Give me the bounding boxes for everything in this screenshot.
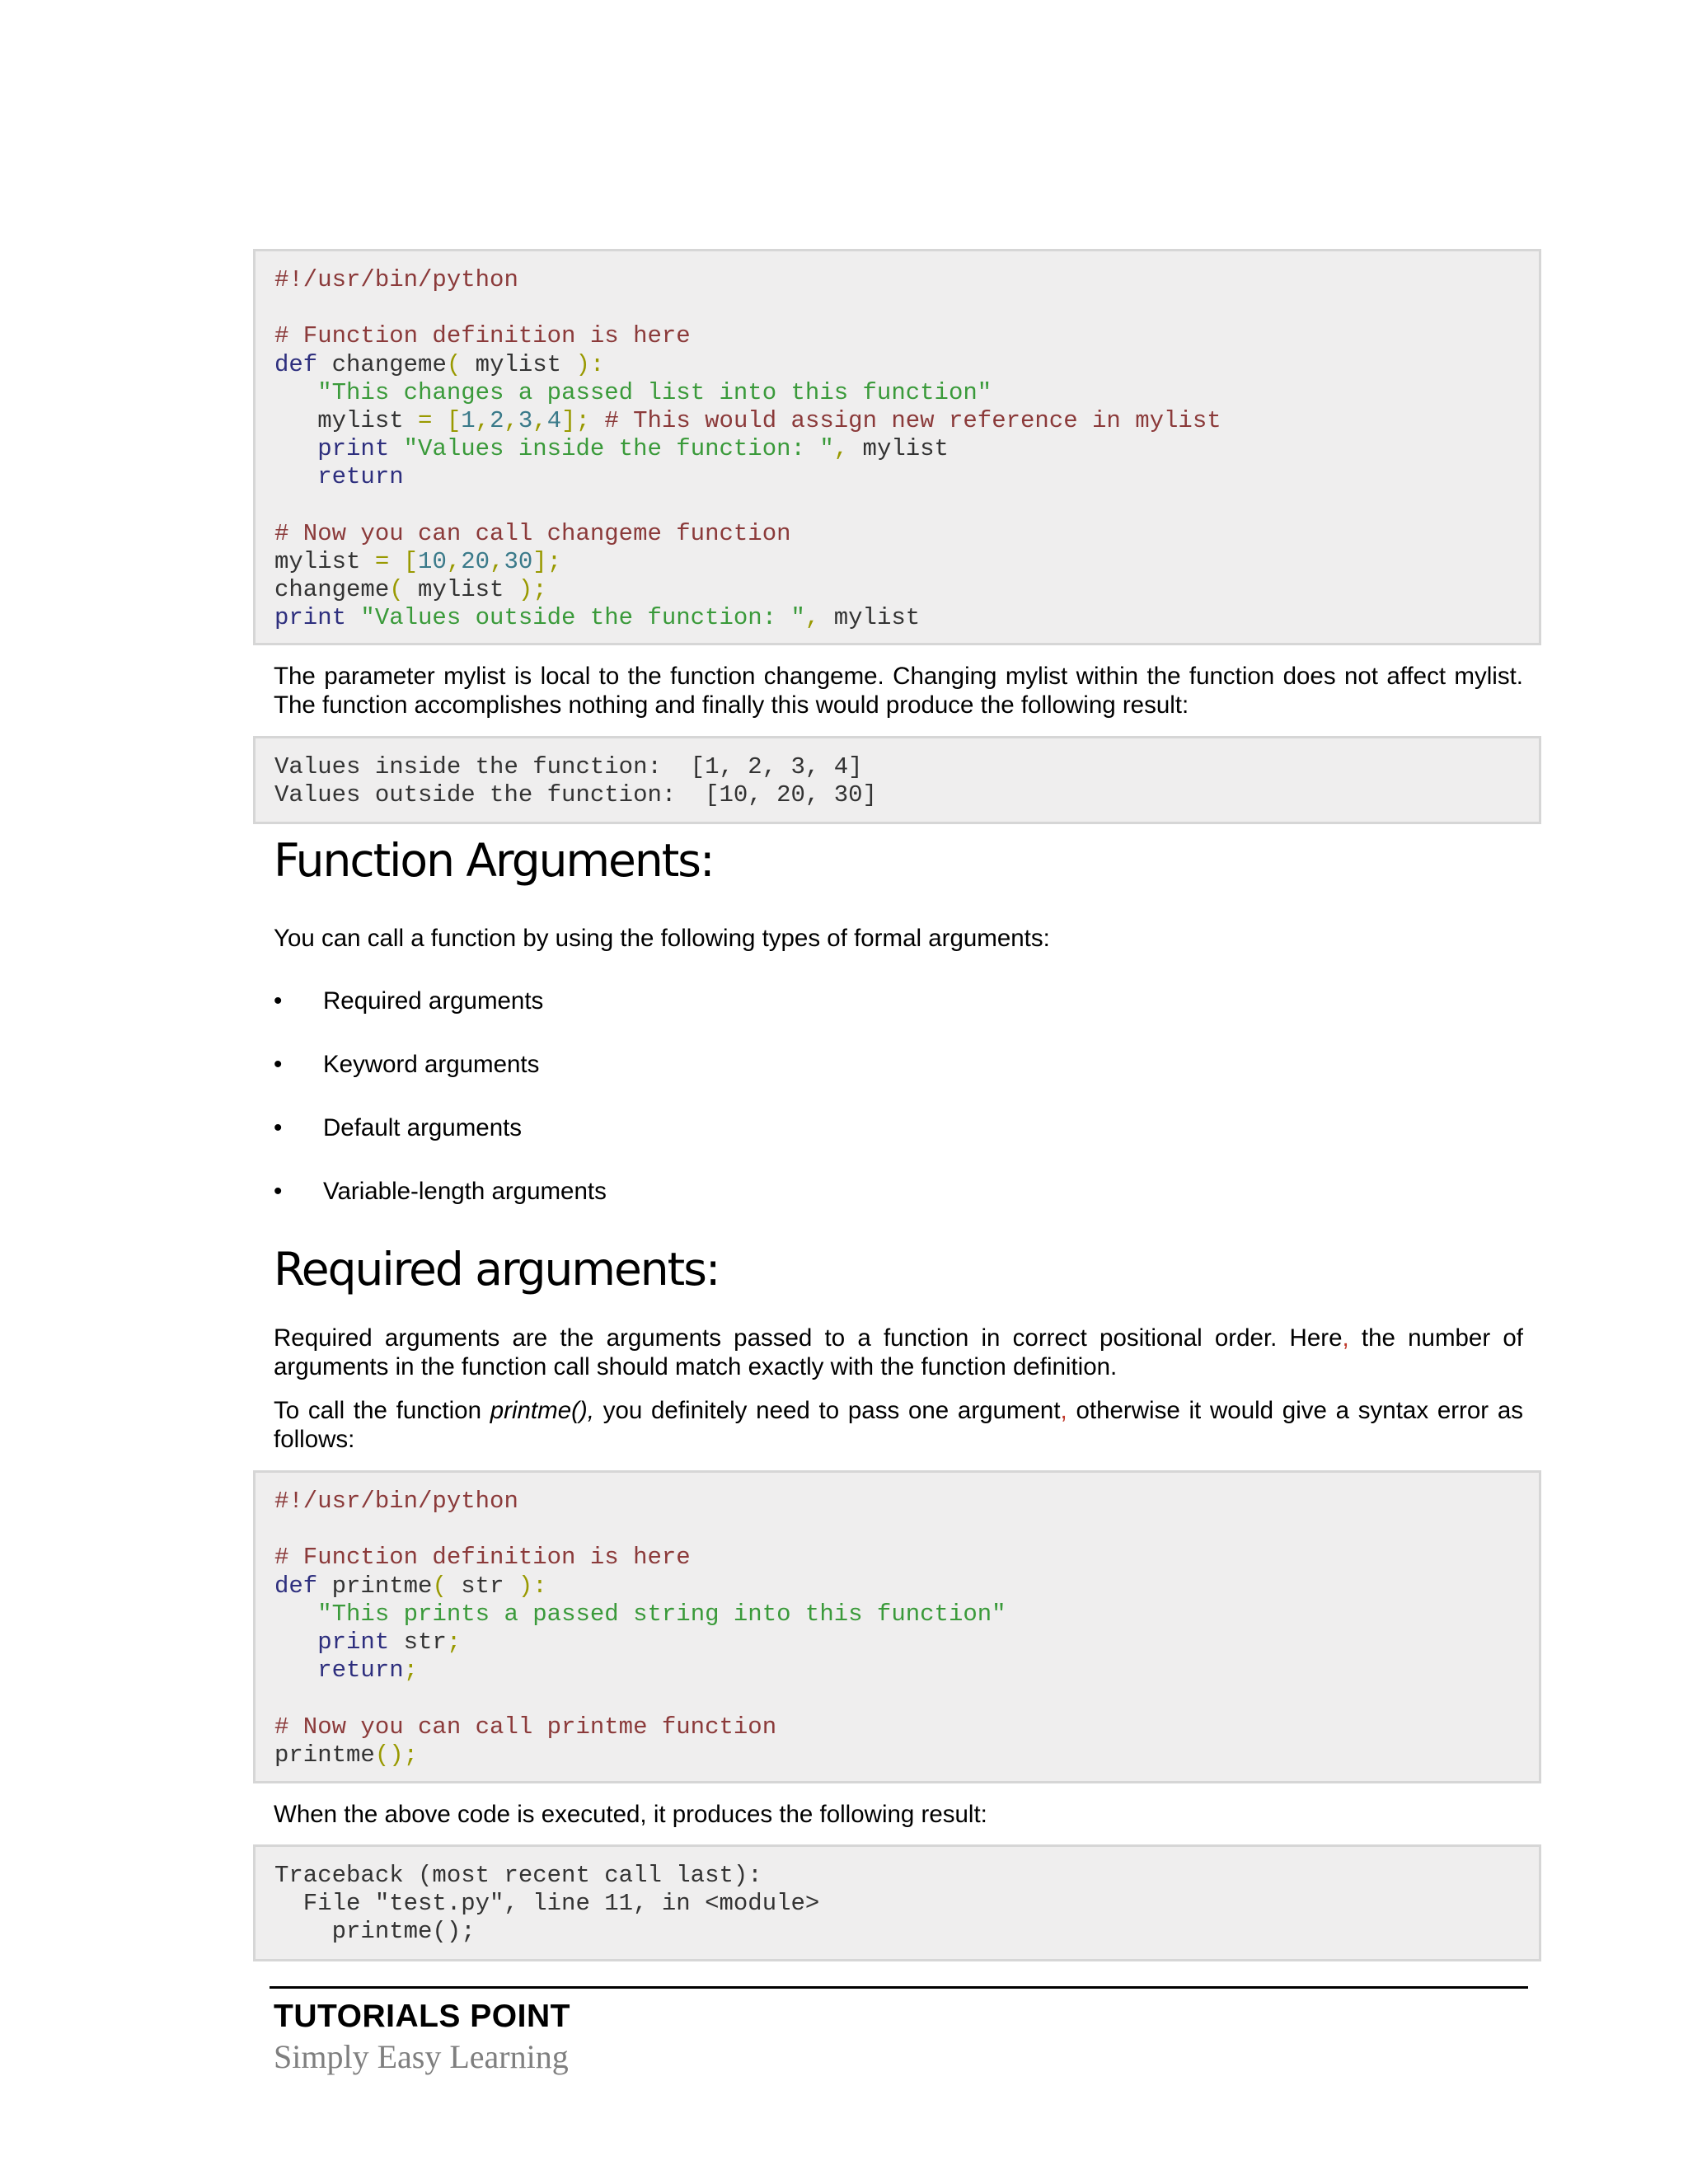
code-line <box>274 1544 1539 1572</box>
code-token: 2 <box>490 406 504 434</box>
code-token: mylist <box>274 406 419 434</box>
code-token: , <box>490 547 504 575</box>
code-token: = <box>418 406 433 434</box>
code-token <box>432 407 446 434</box>
code-line <box>274 294 1539 322</box>
code-token: "Values inside the function: " <box>403 435 834 463</box>
code-token: ): <box>518 1572 547 1600</box>
code-token <box>274 1601 317 1628</box>
code-line <box>274 407 1539 435</box>
code-token <box>274 435 317 462</box>
paragraph-text: Required arguments are the arguments passed to a function in correct positional order. Here <box>274 1324 1343 1352</box>
bullet-marker: • <box>274 987 283 1015</box>
code-token: , <box>833 435 849 463</box>
code-token: #!/usr/bin/python <box>274 266 518 293</box>
list-item <box>274 1114 522 1142</box>
code-token: printme <box>317 1572 433 1600</box>
code-token <box>274 463 317 490</box>
code-token: ; <box>446 1628 462 1656</box>
code-token: File "test.py", line 11, in <module> <box>274 1890 820 1918</box>
code-token <box>274 379 317 406</box>
code-token: = <box>374 547 390 575</box>
footer-divider <box>270 1986 1528 1989</box>
paragraph-mylist-local: The parameter mylist is local to the function changeme. Changing mylist within the function does not affect mylist. The function accomplishes nothing and finally this would produce the following result: <box>274 663 1523 719</box>
code-token <box>346 604 360 631</box>
code-token: # Function definition is here <box>274 1544 691 1572</box>
heading-required-arguments: Required arguments: <box>274 1243 720 1296</box>
code-token: str <box>389 1628 447 1656</box>
bullet-marker: • <box>274 1178 283 1205</box>
code-token: return <box>317 463 404 491</box>
footer-brand: TUTORIALS POINT <box>274 1999 570 2034</box>
list-item <box>274 987 543 1015</box>
code-token: print <box>317 1628 390 1656</box>
code-token: changeme <box>317 350 447 378</box>
highlighted-comma: , <box>1060 1397 1067 1424</box>
code-token: Values outside the function: [10, 20, 30] <box>274 781 877 809</box>
code-token <box>590 407 604 434</box>
code-line <box>274 520 1539 548</box>
code-token: 30 <box>504 547 533 575</box>
code-token: ); <box>518 576 547 604</box>
code-token: mylist <box>403 576 518 604</box>
code-line <box>274 1862 1539 1890</box>
code-token: print <box>274 604 347 632</box>
code-token: mylist <box>819 604 921 632</box>
code-token: def <box>274 350 318 378</box>
code-token: printme <box>274 1741 375 1769</box>
code-line <box>274 379 1539 407</box>
code-token: , <box>532 406 547 434</box>
code-token: def <box>274 1572 318 1600</box>
code-line <box>274 322 1539 350</box>
footer-tagline: Simply Easy Learning <box>274 2038 569 2075</box>
code-token: Traceback (most recent call last): <box>274 1862 762 1889</box>
list-item-text: Default arguments <box>323 1114 523 1141</box>
output-block-traceback <box>253 1844 1541 1961</box>
code-token <box>274 1657 317 1684</box>
paragraph-text: the number of arguments in the function call should match exactly with the function definition. <box>274 1324 1523 1380</box>
code-line <box>274 1918 1539 1946</box>
code-token: # This would assign new reference in mylist <box>604 406 1221 434</box>
output-block-changeme <box>253 736 1541 824</box>
paragraph-printme-call <box>274 1397 1523 1454</box>
code-line <box>274 1572 1539 1601</box>
code-line <box>274 1629 1539 1657</box>
code-token: "This prints a passed string into this function" <box>317 1600 1006 1628</box>
paragraph-argument-types-intro: You can call a function by using the following types of formal arguments: <box>274 925 1050 952</box>
code-token: 4 <box>546 406 562 434</box>
paragraph-required-arguments <box>274 1324 1523 1381</box>
list-item-text: Keyword arguments <box>323 1051 540 1078</box>
code-token: , <box>804 604 820 632</box>
paragraph-text: otherwise it would give a syntax error as follows: <box>274 1397 1523 1453</box>
code-line <box>274 1741 1539 1769</box>
code-token: 1 <box>461 406 476 434</box>
code-token: printme(); <box>274 1918 476 1946</box>
code-token: changeme <box>274 576 390 604</box>
code-token: mylist <box>848 435 949 463</box>
code-token: ( <box>389 576 404 604</box>
code-token: 20 <box>461 547 490 575</box>
bullet-marker: • <box>274 1114 283 1141</box>
code-token <box>389 435 403 462</box>
code-line <box>274 1601 1539 1629</box>
bullet-marker: • <box>274 1051 283 1078</box>
code-token: ; <box>403 1657 419 1685</box>
code-block-printme <box>253 1470 1541 1783</box>
list-item-text: Required arguments <box>323 987 544 1015</box>
code-token: (); <box>374 1741 419 1769</box>
code-block-changeme <box>253 249 1541 645</box>
code-token: , <box>475 406 490 434</box>
code-line <box>274 463 1539 491</box>
code-token: ): <box>575 350 605 378</box>
code-line <box>274 576 1539 604</box>
list-item-text: Variable-length arguments <box>323 1178 607 1205</box>
code-line <box>274 435 1539 463</box>
code-token: #!/usr/bin/python <box>274 1488 518 1515</box>
highlighted-comma: , <box>1342 1324 1349 1352</box>
code-token: 3 <box>518 406 533 434</box>
code-token: "Values outside the function: " <box>360 604 805 632</box>
paragraph-result-intro: When the above code is executed, it produces the following result: <box>274 1801 987 1828</box>
code-line <box>274 781 1539 809</box>
code-token <box>274 1629 317 1656</box>
list-item <box>274 1051 539 1079</box>
code-line <box>274 604 1539 632</box>
code-line <box>274 1516 1539 1544</box>
code-line <box>274 753 1539 781</box>
code-token: # Now you can call printme function <box>274 1713 777 1741</box>
code-line <box>274 1488 1539 1516</box>
code-token: Values inside the function: [1, 2, 3, 4] <box>274 753 863 780</box>
code-token: ]; <box>561 406 590 434</box>
code-token: "This changes a passed list into this function" <box>317 378 992 406</box>
code-line <box>274 1657 1539 1685</box>
code-line <box>274 492 1539 520</box>
code-token: mylist <box>461 350 576 378</box>
code-line <box>274 266 1539 294</box>
code-token: ( <box>446 350 462 378</box>
code-token: # Function definition is here <box>274 322 691 350</box>
code-line <box>274 548 1539 576</box>
list-item <box>274 1178 607 1206</box>
code-token: , <box>446 547 462 575</box>
heading-function-arguments: Function Arguments: <box>274 834 714 887</box>
code-token: [ <box>446 406 462 434</box>
code-token: 10 <box>418 547 447 575</box>
code-token: [ <box>403 547 419 575</box>
code-line <box>274 1890 1539 1918</box>
paragraph-text: To call the function <box>274 1397 490 1424</box>
code-token: print <box>317 435 390 463</box>
code-token: mylist <box>274 547 375 575</box>
code-line <box>274 351 1539 379</box>
code-token: str <box>446 1572 518 1600</box>
inline-function-name: printme(), <box>490 1397 594 1424</box>
code-token: , <box>504 406 518 434</box>
code-token: ( <box>432 1572 447 1600</box>
code-line <box>274 1685 1539 1713</box>
code-token: # Now you can call changeme function <box>274 519 791 547</box>
code-token <box>389 548 403 575</box>
paragraph-text: you definitely need to pass one argument <box>593 1397 1061 1424</box>
code-token: ]; <box>532 547 562 575</box>
code-line <box>274 1713 1539 1741</box>
code-token: return <box>317 1657 404 1685</box>
